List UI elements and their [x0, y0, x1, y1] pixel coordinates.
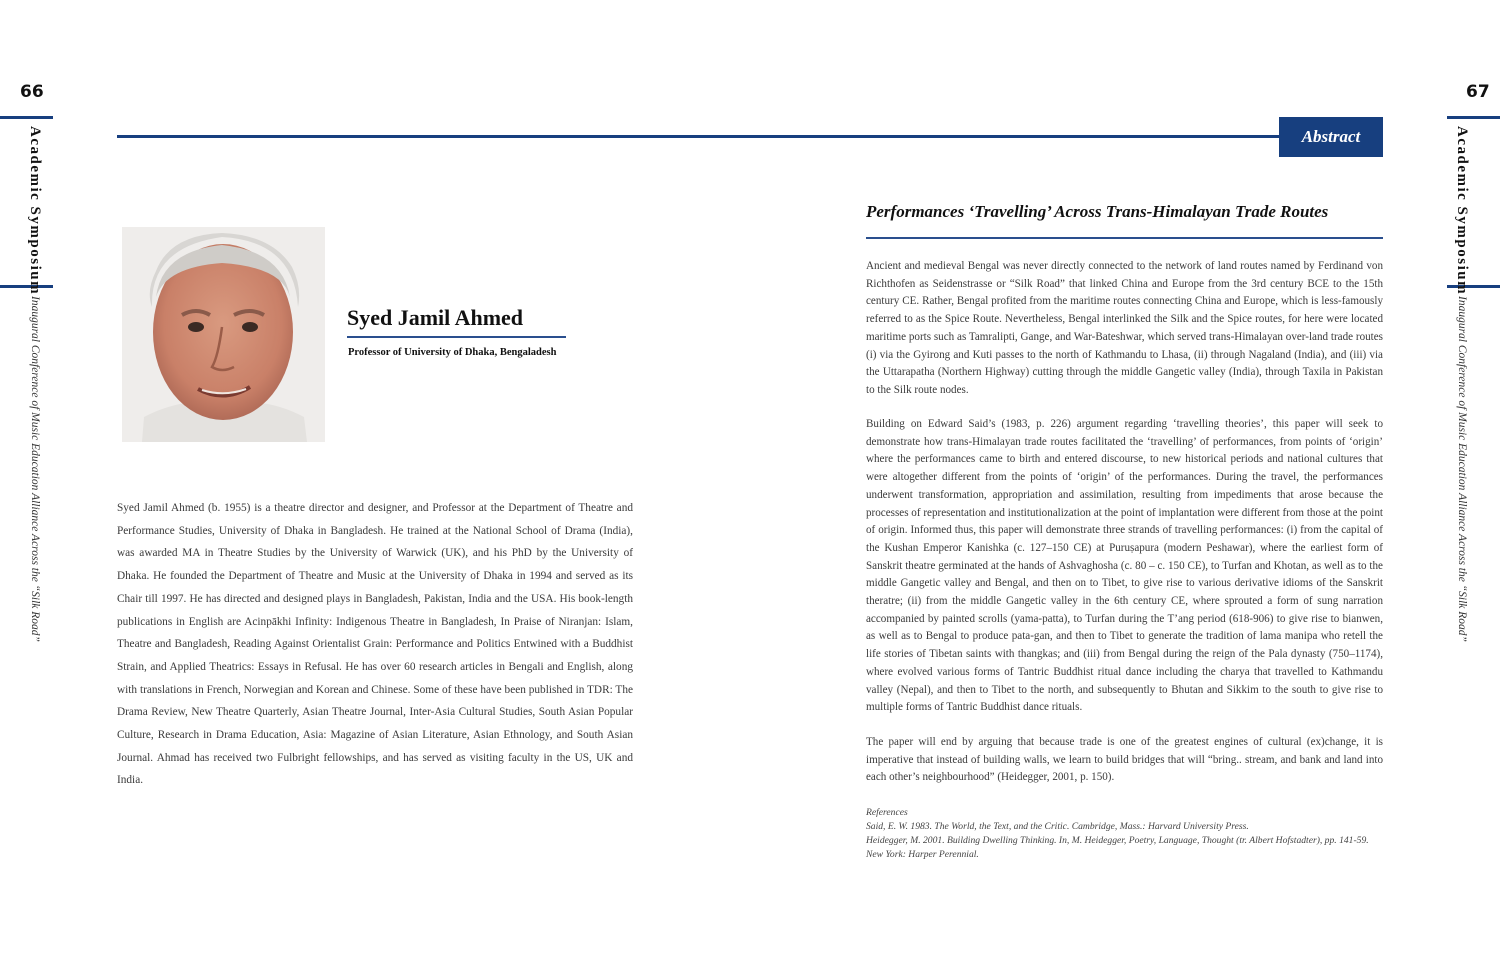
abstract-paragraph-3: The paper will end by arguing that because trade is one of the greatest engines of cultural (ex)change, it is imperative that instead of building walls, we learn to build bridges that will “bring.. stream, and bank and land into each other’s neighbourhood” (Heidegger, 2001, p. 150). — [866, 736, 1383, 784]
references — [866, 806, 1383, 862]
side-rule-left-top — [0, 116, 53, 119]
portrait-illustration — [122, 227, 325, 442]
page-number-left: 66 — [20, 82, 44, 102]
page-number-right: 67 — [1466, 82, 1490, 102]
abstract-paragraph-1: Ancient and medieval Bengal was never directly connected to the network of land routes named by Ferdinand von Richthofen as Seidenstrasse or “Silk Road” that linked China and Europe from the 3rd century BCE to the 15th century CE. Rather, Bengal profited from the maritime routes connecting China and Europe, which is less-famously referred to as the Spice Route. Nevertheless, Bengal interlinked the Silk and the Spice routes, for here were located maritime ports such as Tamralipti, Gange, and War-Bateshwar, which served trans-Himalayan over-land trade routes (i) via the Gyirong and Kuti passes to the north of Kathmandu to Lhasa, (ii) through Nagaland (India), and (iii) via the Uttarapatha (Northern Highway) cutting through the middle Gangetic valley (India), through Taxila in Pakistan to the Silk route nodes. — [866, 260, 1383, 396]
author-affiliation: Professor of University of Dhaka, Bengaladesh — [348, 347, 557, 358]
sidebar-conference-left: Inaugural Conference of Music Education Alliance Across the “Silk Road” — [29, 296, 41, 642]
reference-item: Heidegger, M. 2001. Building Dwelling Thinking. In, M. Heidegger, Poetry, Language, Thought (tr. Albert Hofstadter), pp. 141-59. New York: Harper Perennial. — [866, 835, 1369, 860]
sidebar-symposium-left: Academic Symposium — [27, 126, 43, 296]
abstract-title: Performances ‘Travelling’ Across Trans-Himalayan Trade Routes — [866, 202, 1329, 221]
sidebar-symposium-right: Academic Symposium — [1454, 126, 1470, 296]
reference-item: Said, E. W. 1983. The World, the Text, and the Critic. Cambridge, Mass.: Harvard University Press. — [866, 821, 1249, 832]
header-rule — [117, 135, 1283, 138]
section-label-abstract: Abstract — [1279, 117, 1383, 157]
references-heading: References — [866, 807, 908, 818]
author-name: Syed Jamil Ahmed — [347, 305, 524, 330]
sidebar-conference-right: Inaugural Conference of Music Education Alliance Across the “Silk Road” — [1456, 296, 1468, 642]
abstract-title-rule — [866, 237, 1383, 239]
author-photo — [122, 227, 325, 442]
author-name-rule — [347, 336, 566, 338]
side-rule-right-top — [1447, 116, 1500, 119]
abstract-paragraph-2: Building on Edward Said’s (1983, p. 226) argument regarding ‘travelling theories’, this paper will seek to demonstrate how trans-Himalayan trade routes facilitated the ‘travelling’ of performances, from points of ‘origin’ where the performances came to birth and entered discourse, to new historical periods and national cultures that were altogether different from the points of ‘origin’ of the performances. During the travel, the performances underwent transformation, appropriation and assimilation, resulting from impediments that arose because the processes of representation and institutionalization at the point of implantation were different from those at the point of origin. Informed thus, this paper will demonstrate three strands of travelling performances: (i) from the capital of the Kushan Emperor Kanishka (c. 127–150 CE) at Puruṣapura (modern Peshawar), where the earliest form of Sanskrit theatre germinated at the hands of Ashvaghosha (c. 80 – c. 150 CE), to Turfan and Khotan, as well as to the middle Gangetic valley and Bengal, and then on to Tibet, to give rise to various derivative idioms of the Sanskrit theratre; (ii) from the middle Gangetic valley in the 6th century CE, where sprouted a form of sung narration accompanied by painted scrolls (yama-patta), to Turfan during the T’ang period (618-906) to give rise to bianwen, as well as to Bengal to produce pata-gan, and then to Tibet to generate the tradition of lama manipa who retell the life stories of Tibetan saints with thangkas; and (iii) from Bengal during the reign of the Pala dynasty (750–1174), where evolved various forms of Tantric Buddhist ritual dance including the charya that travelled to Kathmandu valley (Nepal), and then to Tibet to the north, and subsequently to Bhutan and Sikkim to the south to give rise to multiple forms of Tantric Buddhist dance rituals. — [866, 418, 1383, 714]
author-biography: Syed Jamil Ahmed (b. 1955) is a theatre director and designer, and Professor at the Department of Theatre and Performance Studies, University of Dhaka in Bangladesh. He trained at the National School of Drama (India), was awarded MA in Theatre Studies by the University of Warwick (UK), and his PhD by the University of Dhaka. He founded the Department of Theatre and Music at the University of Dhaka in 1994 and served as its Chair till 1997. He has directed and designed plays in Bangladesh, Pakistan, India and the USA. His book-length publications in English are Acinpākhi Infinity: Indigenous Theatre in Bangladesh, In Praise of Niranjan: Islam, Theatre and Bangladesh, Reading Against Orientalist Grain: Performance and Politics Entwined with a Buddhist Strain, and Applied Theatrics: Essays in Refusal. He has over 60 research articles in Bengali and English, along with translations in French, Norwegian and Korean and Chinese. Some of these have been published in TDR: The Drama Review, New Theatre Quarterly, Asian Theatre Journal, Inter-Asia Cultural Studies, South Asian Popular Culture, Research in Drama Education, Asia: Magazine of Asian Literature, Asian Ethnology, and South Asian Journal. Ahmad has received two Fulbright fellowships, and has served as visiting faculty in the US, UK and India. — [117, 502, 633, 787]
